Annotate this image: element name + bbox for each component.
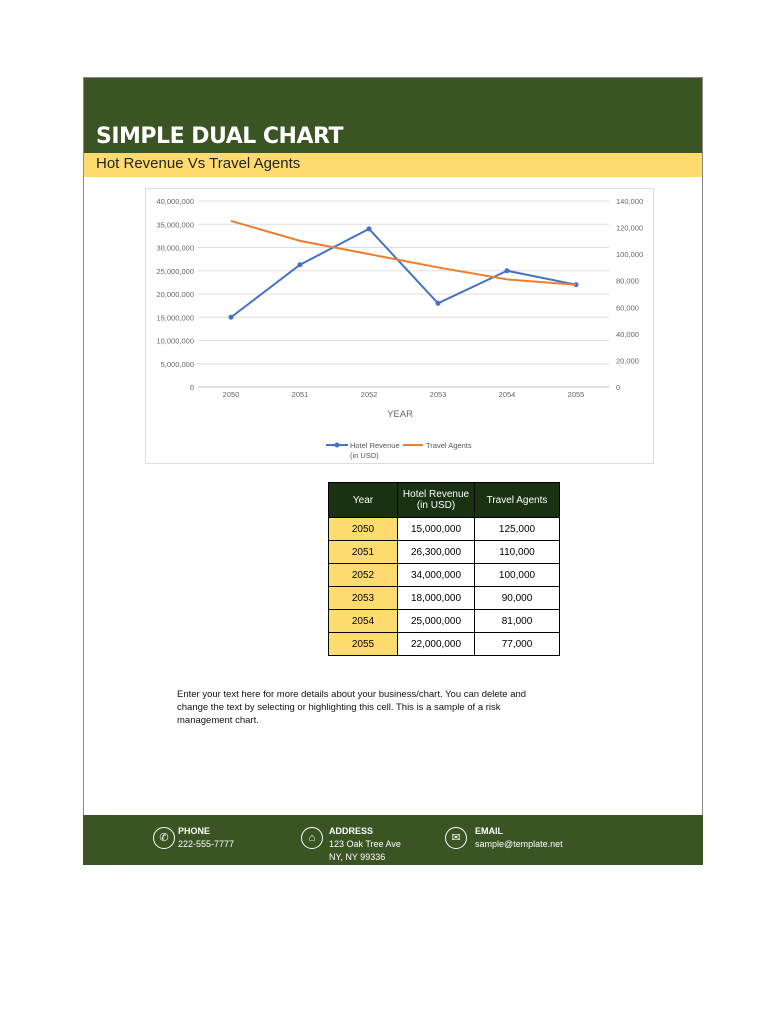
cell-year: 2052 (329, 564, 398, 587)
x-tick-label: 2054 (498, 390, 516, 399)
x-tick-label: 2050 (222, 390, 240, 399)
cell-revenue: 15,000,000 (398, 518, 475, 541)
cell-year: 2051 (329, 541, 398, 564)
cell-revenue: 26,300,000 (398, 541, 475, 564)
y-right-tick-label: 40,000 (616, 329, 639, 339)
cell-year: 2055 (329, 633, 398, 656)
series-line-hotel-revenue (231, 229, 576, 317)
table-row (329, 564, 560, 587)
x-tick-label: 2052 (360, 390, 378, 399)
cell-year: 2054 (329, 610, 398, 633)
y-left-tick-label: 0 (189, 383, 194, 392)
location-icon: ⌂ (301, 827, 323, 849)
table-row (329, 633, 560, 656)
phone-icon: ✆ (153, 827, 175, 849)
legend-marker (335, 443, 340, 448)
cell-revenue: 18,000,000 (398, 587, 475, 610)
dual-line-chart (146, 189, 653, 463)
table-row (329, 518, 560, 541)
phone-info: PHONE 222-555-7777 (178, 826, 235, 849)
data-point (298, 262, 303, 267)
y-left-tick-label: 35,000,000 (156, 220, 194, 230)
data-point (505, 268, 510, 273)
data-point (229, 315, 234, 320)
email-info: EMAIL sample@template.net (475, 826, 563, 849)
page-subtitle: Hot Revenue Vs Travel Agents (96, 155, 301, 172)
y-left-tick-label: 10,000,000 (156, 336, 194, 346)
y-left-tick-label: 25,000,000 (156, 266, 194, 276)
table-row (329, 587, 560, 610)
y-right-tick-label: 0 (616, 383, 621, 392)
legend-label: Hotel Revenue (350, 441, 400, 450)
y-right-tick-label: 120,000 (616, 223, 644, 233)
y-right-tick-label: 60,000 (616, 303, 639, 313)
cell-year: 2053 (329, 587, 398, 610)
cell-agents: 100,000 (475, 564, 560, 587)
header-revenue: Hotel Revenue (in USD) (398, 483, 475, 518)
legend-label: (in USD) (350, 451, 379, 460)
cell-revenue: 34,000,000 (398, 564, 475, 587)
y-left-tick-label: 40,000,000 (156, 197, 194, 206)
data-table (328, 482, 560, 656)
y-right-tick-label: 20,000 (616, 356, 639, 366)
y-left-tick-label: 20,000,000 (156, 290, 194, 299)
description-text: Enter your text here for more details about your business/chart. You can delete and change the text by selecting or highlighting this cell. This is a sample of a risk management chart. (177, 689, 527, 726)
y-left-tick-label: 30,000,000 (156, 243, 194, 253)
header-agents: Travel Agents (475, 483, 560, 518)
header-year: Year (329, 483, 398, 518)
cell-agents: 81,000 (475, 610, 560, 633)
data-point (367, 226, 372, 231)
footer (83, 815, 703, 865)
cell-agents: 90,000 (475, 587, 560, 610)
x-tick-label: 2055 (567, 390, 585, 399)
data-point (436, 301, 441, 306)
y-right-tick-label: 140,000 (616, 197, 644, 206)
y-right-tick-label: 100,000 (616, 250, 644, 260)
cell-agents: 77,000 (475, 633, 560, 656)
y-left-tick-label: 5,000,000 (160, 359, 194, 369)
cell-revenue: 22,000,000 (398, 633, 475, 656)
y-left-tick-label: 15,000,000 (156, 313, 194, 323)
cell-agents: 110,000 (475, 541, 560, 564)
x-axis-title: YEAR (387, 409, 413, 420)
cell-year: 2050 (329, 518, 398, 541)
email-icon: ✉ (445, 827, 467, 849)
table-row (329, 610, 560, 633)
chart-container (145, 188, 654, 464)
legend-label: Travel Agents (426, 441, 472, 450)
x-tick-label: 2053 (429, 390, 447, 399)
y-right-tick-label: 80,000 (616, 276, 639, 286)
x-tick-label: 2051 (291, 390, 309, 399)
cell-agents: 125,000 (475, 518, 560, 541)
page-title: SIMPLE DUAL CHART (96, 124, 343, 149)
table-row (329, 541, 560, 564)
cell-revenue: 25,000,000 (398, 610, 475, 633)
address-info: ADDRESS 123 Oak Tree Ave NY, NY 99336 (329, 826, 401, 862)
